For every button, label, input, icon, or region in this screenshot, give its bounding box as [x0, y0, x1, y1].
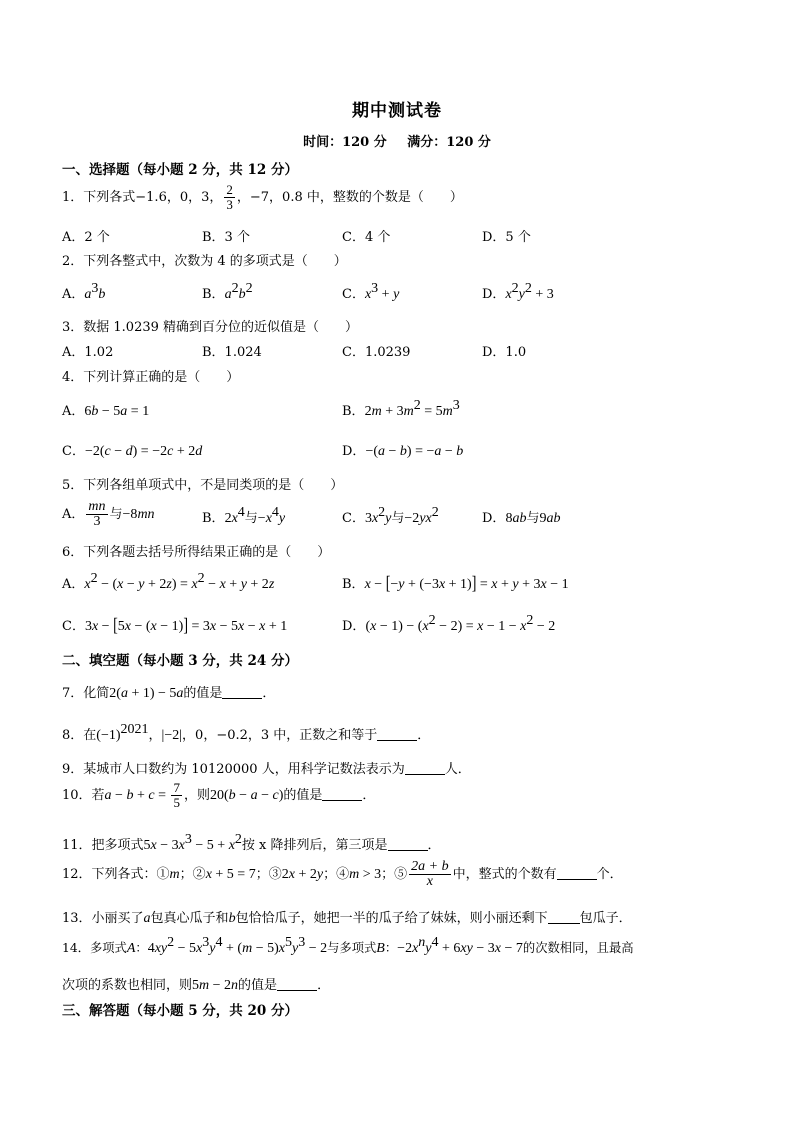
answer-blank[interactable] — [222, 686, 262, 699]
q6-option-b: B．x − [−y + (−3x + 1)] = x + y + 3x − 1 — [342, 574, 569, 595]
section-choice: 一、选择题（每小题 2 分，共 12 分） — [62, 162, 298, 178]
question-1: 1．下列各式−1.6，0，3， $\frac{2}{3}$ ，−7，0.8 中，整数的个数是（ ） — [62, 182, 463, 212]
question-2: 2．下列各整式中，次数为 4 的多项式是（ ） — [62, 254, 347, 269]
answer-blank[interactable] — [388, 838, 428, 851]
answer-blank[interactable] — [405, 762, 445, 775]
exam-info — [0, 131, 794, 150]
answer-blank[interactable] — [277, 978, 317, 991]
question-14: 14．多项式A：$4xy^2 - 5x^3y^4 + (m - 5)x^5y^3 - 2$与多项式B：$-2x^ny^4 + 6xy - 3x - 7$的次数相同，且最高 — [62, 935, 634, 956]
q2-option-c: C．$x^3 + y$ — [342, 281, 400, 302]
q4-option-c: C．−2(c − d) = −2c + 2d — [62, 444, 203, 459]
question-4: 4．下列计算正确的是（ ） — [62, 370, 240, 385]
q3-option-c: C．1.0239 — [342, 345, 411, 360]
score-label: 满分：120 分 — [407, 135, 491, 150]
fraction: $\frac{2}{3}$ — [226, 182, 233, 212]
answer-blank[interactable] — [557, 867, 597, 880]
q1-option-d: D．5 个 — [482, 230, 531, 245]
q5-option-d: D．8ab与9ab — [482, 511, 561, 526]
fraction: $\frac{2a + b}{x}$ — [411, 859, 449, 889]
q5-option-b: B．$2x^4$与$-x^4y$ — [202, 505, 286, 526]
answer-blank[interactable] — [377, 728, 417, 741]
question-6: 6．下列各题去括号所得结果正确的是（ ） — [62, 545, 331, 560]
question-11: 11．把多项式$5x - 3x^3 - 5 + x^2$按 x 降排列后，第三项是 ． — [62, 832, 441, 853]
q5-option-a: A． $\frac{mn}{3}$ 与−8mn — [62, 499, 155, 529]
question-13: 13．小丽买了a包真心瓜子和b包恰恰瓜子，她把一半的瓜子给了妹妹，则小丽还剩下 包瓜子． — [62, 911, 632, 926]
q1-option-a: A．2 个 — [62, 230, 110, 245]
question-5: 5．下列各组单项式中，不是同类项的是（ ） — [62, 478, 344, 493]
q3-option-d: D．1.0 — [482, 345, 527, 360]
q6-option-c: C．3x − [5x − (x − 1)] = 3x − 5x − x + 1 — [62, 616, 288, 637]
section-fill-blank: 二、填空题（每小题 3 分，共 24 分） — [62, 653, 298, 669]
q2-option-d: D．$x^2y^2 + 3$ — [482, 281, 554, 302]
answer-blank[interactable] — [548, 911, 580, 924]
question-10: 10．若a − b + c = $\frac{7}{5}$ ，则20(b − a − c)的值是 ． — [62, 780, 376, 810]
q2-option-a: A．$a^3b$ — [62, 281, 106, 302]
question-8: 8．在$(-1)^{2021}$，|−2|，0，−0.2，3 中，正数之和等于 ． — [62, 722, 431, 743]
q4-option-d: D．−(a − b) = −a − b — [342, 444, 464, 459]
question-7: 7．化简2(a + 1) − 5a的值是 ． — [62, 686, 276, 701]
q6-option-a: A．$x^2 - (x - y + 2z) = x^2 - x + y + 2z$ — [62, 571, 275, 592]
question-14-line2: 次项的系数也相同，则5m − 2n的值是 ． — [62, 978, 331, 993]
section-solution: 三、解答题（每小题 5 分，共 20 分） — [62, 1003, 298, 1019]
q1-option-b: B．3 个 — [202, 230, 250, 245]
q5-option-c: C．$3x^2y$与$-2yx^2$ — [342, 505, 439, 526]
question-9: 9．某城市人口数约为 10120000 人，用科学记数法表示为 人． — [62, 762, 471, 777]
q4-option-b: B．$2m + 3m^2 = 5m^3$ — [342, 398, 460, 419]
q2-option-b: B．$a^2b^2$ — [202, 281, 253, 302]
q1-option-c: C．4 个 — [342, 230, 391, 245]
q4-option-a: A．6b − 5a = 1 — [62, 404, 150, 419]
q6-option-d: D．$(x - 1) - (x^2 - 2) = x - 1 - x^2 - 2$ — [342, 613, 556, 634]
page-title: 期中测试卷 — [352, 101, 442, 121]
fraction: $\frac{7}{5}$ — [173, 780, 180, 810]
time-label: 时间：120 分 — [303, 135, 387, 150]
q3-option-b: B．1.024 — [202, 345, 262, 360]
answer-blank[interactable] — [322, 788, 362, 801]
question-12: 12．下列各式：①m；②x + 5 = 7；③2x + 2y；④m > 3；⑤ $\frac{2a + b}{x}$ 中，整式的个数有 个． — [62, 859, 623, 889]
question-3: 3．数据 1.0239 精确到百分位的近似值是（ ） — [62, 320, 359, 335]
q3-option-a: A．1.02 — [62, 345, 114, 360]
